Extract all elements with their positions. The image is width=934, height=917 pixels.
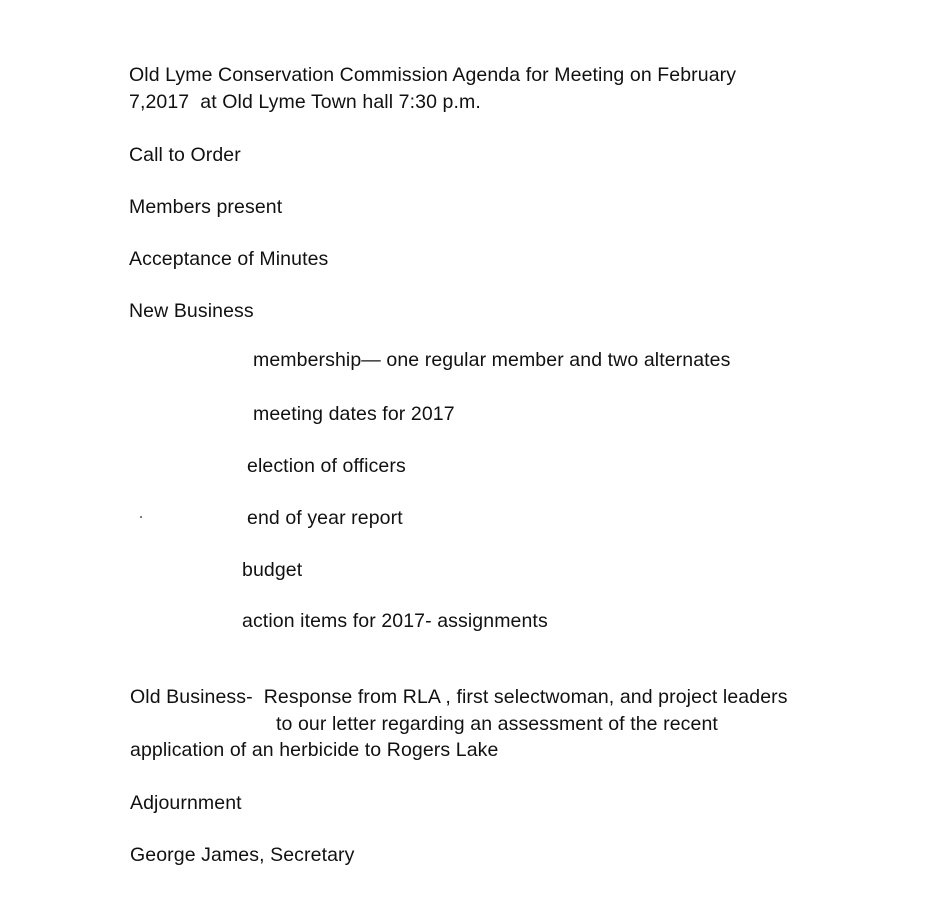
old-business-line-2: to our letter regarding an assessment of the recent: [276, 713, 718, 735]
members-present: Members present: [129, 196, 283, 218]
signature-line: George James, Secretary: [130, 844, 355, 866]
new-business-item-membership: membership— one regular member and two alternates: [253, 349, 731, 371]
agenda-title-line-1: Old Lyme Conservation Commission Agenda for Meeting on February: [129, 64, 737, 86]
new-business-item-action-items: action items for 2017- assignments: [242, 610, 548, 632]
adjournment: Adjournment: [130, 792, 242, 814]
new-business-item-budget: budget: [242, 559, 303, 581]
new-business-item-end-of-year-report: end of year report: [247, 507, 403, 529]
new-business-item-election: election of officers: [247, 455, 406, 477]
acceptance-of-minutes: Acceptance of Minutes: [129, 248, 329, 270]
new-business-heading: New Business: [129, 300, 254, 322]
scan-speck: [140, 516, 142, 518]
old-business-line-1: Old Business- Response from RLA , first selectwoman, and project leaders: [130, 686, 788, 708]
old-business-line-3: application of an herbicide to Rogers Lake: [130, 739, 499, 761]
agenda-title-line-2: 7,2017 at Old Lyme Town hall 7:30 p.m.: [129, 91, 481, 113]
new-business-item-meeting-dates: meeting dates for 2017: [253, 403, 455, 425]
call-to-order: Call to Order: [129, 144, 241, 166]
